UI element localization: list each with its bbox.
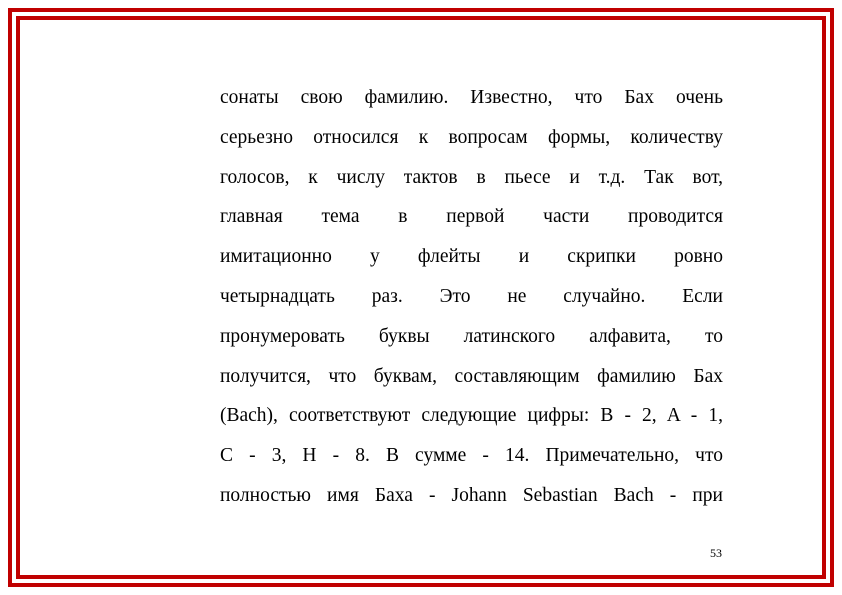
text-line: голосов, к числу тактов в пьесе и т.д. Так вот, bbox=[220, 166, 723, 188]
page-number: 53 bbox=[710, 546, 722, 560]
text-line: сонаты свою фамилию. Известно, что Бах очень bbox=[220, 87, 723, 108]
text-line: полностью имя Баха - Johann Sebastian Bach - при bbox=[220, 484, 723, 506]
text-line: главная тема в первой части проводится bbox=[220, 206, 723, 228]
text-line: серьезно относился к вопросам формы, количеству bbox=[220, 126, 723, 148]
text-line: пронумеровать буквы латинского алфавита, то bbox=[220, 325, 723, 347]
body-text bbox=[220, 78, 723, 516]
text-line: (Bach), соответствуют следующие цифры: B - 2, A - 1, bbox=[220, 405, 723, 427]
text-line: получится, что буквам, составляющим фамилию Бах bbox=[220, 365, 723, 387]
text-line: четырнадцать раз. Это не случайно. Если bbox=[220, 285, 723, 307]
text-line: C - 3, H - 8. В сумме - 14. Примечательно, что bbox=[220, 445, 723, 467]
text-line: имитационно у флейты и скрипки ровно bbox=[220, 246, 723, 268]
